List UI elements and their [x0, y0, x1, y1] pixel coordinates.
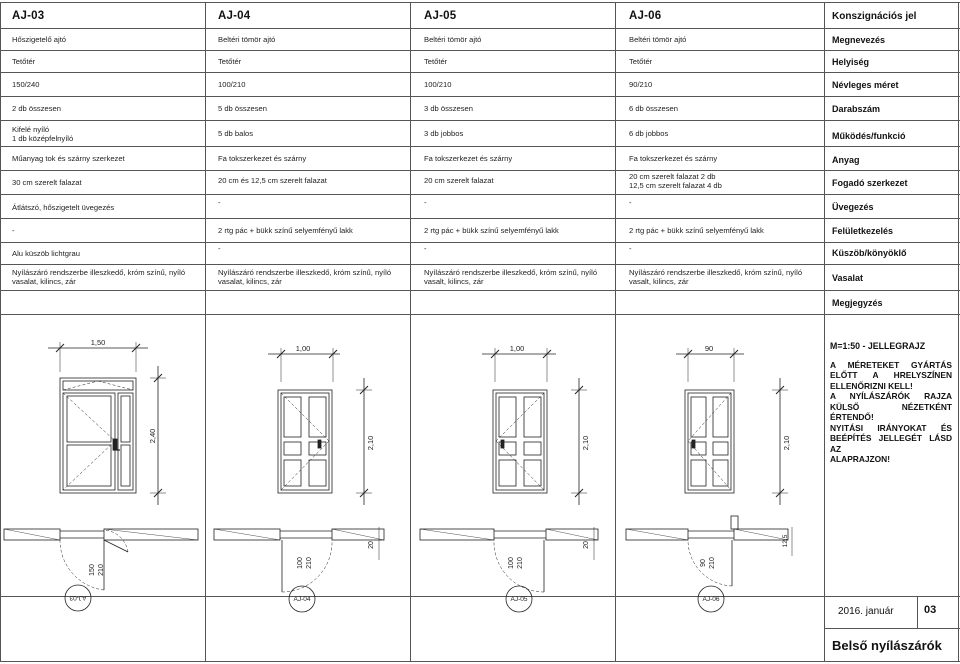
cell-threshold: - — [629, 244, 632, 253]
cell-wall: 20 cm szerelt falazat — [424, 176, 494, 185]
drawing-notes — [830, 341, 952, 465]
cell-material: Fa tokszerkezet és szárny — [424, 154, 513, 163]
door-tag: AJ-06 — [702, 596, 720, 603]
elevation-width-label: 1,50 — [90, 338, 106, 347]
note-line: ELLENŐRIZNI KELL! — [830, 380, 913, 391]
cell-glazing: - — [218, 198, 221, 207]
col-code: AJ-04 — [218, 10, 251, 22]
grid-bottom — [0, 661, 960, 662]
cell-hardware: Nyílászáró rendszerbe illeszkedő, króm színű, nyíló vasalt, kilincs, zár — [424, 268, 598, 286]
grid-row — [0, 596, 960, 597]
grid-col — [615, 2, 616, 662]
cell-name: Hőszigetelő ajtó — [12, 35, 67, 44]
wall-thickness-label: 12,5 — [782, 534, 789, 548]
plan-width-label: 150 — [89, 564, 96, 576]
elevation-aj-05 — [482, 344, 590, 505]
row-label-remark: Megjegyzés — [832, 298, 883, 308]
scale-note: M=1:50 - JELLEGRAJZ — [830, 341, 926, 351]
col-code: AJ-05 — [424, 10, 457, 22]
wall-thickness-label: 20 — [583, 541, 590, 549]
note-line: KÜLSŐ NÉZETKÉNT ÉRTENDŐ! — [830, 401, 952, 422]
row-label-count: Darabszám — [832, 104, 881, 114]
note-line: ELŐTT A HRELYSZÍNEN — [830, 370, 952, 380]
elevation-aj-04 — [268, 344, 375, 505]
grid-row — [0, 28, 960, 29]
cell-finish: - — [12, 226, 15, 235]
cell-name: Beltéri tömör ajtó — [218, 35, 276, 44]
grid-row — [0, 96, 960, 97]
plan-height-label: 210 — [306, 557, 313, 569]
elevation-width-label: 1,00 — [509, 344, 525, 353]
cell-name: Beltéri tömör ajtó — [424, 35, 482, 44]
cell-finish: 2 rtg pác + bükk színű selyemfényű lakk — [218, 226, 353, 235]
door-tag: AJ-04 — [293, 596, 311, 603]
wall-thickness-label: 20 — [368, 541, 375, 549]
cell-function: 6 db jobbos — [629, 129, 669, 138]
cell-size: 150/240 — [12, 80, 40, 89]
grid-row — [824, 628, 960, 629]
cell-size: 100/210 — [218, 80, 246, 89]
plan-width-label: 90 — [700, 559, 707, 567]
plan-aj-03 — [4, 529, 198, 611]
row-label-hardware: Vasalat — [832, 273, 864, 283]
drawing-title: Belső nyílászárók — [832, 638, 942, 653]
grid-row — [0, 146, 960, 147]
note-line: BEÉPÍTÉS JELLEGÉT LÁSD AZ — [830, 433, 952, 454]
cell-function: 1 db középfelnyíló — [12, 134, 74, 143]
cell-count: 6 db összesen — [629, 104, 678, 113]
grid-col — [0, 2, 1, 662]
cell-wall: 20 cm szerelt falazat 2 db 12,5 cm szerelt falazat 4 db — [629, 172, 722, 190]
cell-hardware: Nyílászáró rendszerbe illeszkedő, króm színű, nyíló vasalt, kilincs, zár — [629, 268, 803, 286]
cell-material: Fa tokszerkezet és szárny — [218, 154, 307, 163]
cell-wall: 30 cm szerelt falazat — [12, 178, 82, 187]
grid-row — [0, 314, 960, 315]
cell-material: Műanyag tok és szárny szerkezet — [12, 154, 125, 163]
cell-threshold: - — [218, 244, 221, 253]
grid-row — [0, 218, 960, 219]
elevation-height-label: 2,40 — [148, 428, 157, 444]
plan-height-label: 210 — [517, 557, 524, 569]
plan-width-label: 100 — [508, 557, 515, 569]
cell-glazing: - — [629, 198, 632, 207]
cell-threshold: - — [424, 244, 427, 253]
elevation-width-label: 1,00 — [295, 344, 311, 353]
grid-row — [0, 290, 960, 291]
col-code: AJ-06 — [629, 10, 662, 22]
row-label-header: Konszignációs jel — [832, 11, 917, 22]
plan-aj-04 — [214, 527, 384, 612]
cell-size: 100/210 — [424, 80, 452, 89]
cell-room: Tetőtér — [629, 57, 653, 66]
grid-row — [0, 194, 960, 195]
note-line: A NYÍLÁSZÁRÓK RAJZA — [830, 391, 952, 401]
elevation-width-label: 90 — [704, 344, 714, 353]
grid-top — [0, 2, 960, 3]
plan-aj-05 — [420, 527, 598, 612]
row-label-size: Névleges méret — [832, 80, 899, 90]
row-label-name: Megnevezés — [832, 35, 886, 45]
plan-aj-06 — [626, 516, 792, 612]
cell-function: 3 db jobbos — [424, 129, 464, 138]
row-label-threshold: Küszöb/könyöklő — [832, 248, 907, 258]
cell-finish: 2 rtg pác + bükk színű selyemfényű lakk — [424, 226, 559, 235]
grid-col — [824, 2, 825, 662]
cell-function: 5 db balos — [218, 129, 254, 138]
cell-hardware: Nyílászáró rendszerbe illeszkedő, króm színű, nyíló vasalat, kilincs, zár — [12, 268, 186, 286]
cell-count: 2 db összesen — [12, 104, 61, 113]
grid-row — [0, 72, 960, 73]
cell-threshold: Alu küszöb lichtgrau — [12, 249, 80, 258]
cell-count: 5 db összesen — [218, 104, 267, 113]
grid-col — [410, 2, 411, 662]
grid-row — [0, 264, 960, 265]
note-line: A MÉRETEKET GYÁRTÁS — [830, 359, 952, 370]
plan-height-label: 210 — [709, 557, 716, 569]
row-label-function: Működés/funkció — [832, 131, 906, 141]
drawing-date: 2016. január — [838, 606, 894, 617]
row-label-wall: Fogadó szerkezet — [832, 178, 908, 188]
plan-height-label: 210 — [98, 564, 105, 576]
row-label-material: Anyag — [832, 155, 860, 165]
elevation-height-label: 2,10 — [581, 435, 590, 451]
cell-room: Tetőtér — [424, 57, 448, 66]
elevation-height-label: 2,10 — [782, 435, 791, 451]
cell-material: Fa tokszerkezet és szárny — [629, 154, 718, 163]
cell-glazing: Átlátszó, hőszigetelt üvegezés — [12, 203, 115, 212]
plan-width-label: 100 — [297, 557, 304, 569]
grid-col — [205, 2, 206, 662]
row-label-room: Helyiség — [832, 57, 870, 67]
elevation-aj-03 — [48, 338, 166, 505]
grid-row — [0, 170, 960, 171]
cell-wall: 20 cm és 12,5 cm szerelt falazat — [218, 176, 327, 185]
sheet-number: 03 — [924, 604, 937, 616]
cell-glazing: - — [424, 198, 427, 207]
cell-finish: 2 rtg pác + bükk színű selyemfényű lakk — [629, 226, 764, 235]
grid-row — [0, 50, 960, 51]
grid-row — [0, 242, 960, 243]
cell-hardware: Nyílászáró rendszerbe illeszkedő, króm színű, nyíló vasalat, kilincs, zár — [218, 268, 392, 286]
door-tag: AJ-05 — [510, 596, 528, 603]
cell-room: Tetőtér — [12, 57, 36, 66]
cell-room: Tetőtér — [218, 57, 242, 66]
elevation-height-label: 2,10 — [366, 435, 375, 451]
col-code: AJ-03 — [12, 10, 45, 22]
grid-row — [0, 120, 960, 121]
grid-col — [958, 2, 959, 662]
note-line: ALAPRAJZON! — [830, 454, 891, 464]
door-tag: AJ-03 — [69, 594, 87, 601]
cell-size: 90/210 — [629, 80, 653, 89]
grid-col — [917, 596, 918, 628]
row-label-glazing: Üvegezés — [832, 202, 874, 212]
row-label-finish: Felületkezelés — [832, 226, 894, 236]
cell-name: Beltéri tömör ajtó — [629, 35, 687, 44]
cell-function: Kifelé nyíló — [12, 125, 50, 134]
note-line: NYITÁSI IRÁNYOKAT ÉS — [830, 422, 952, 433]
cell-count: 3 db összesen — [424, 104, 473, 113]
elevation-aj-06 — [676, 344, 791, 505]
